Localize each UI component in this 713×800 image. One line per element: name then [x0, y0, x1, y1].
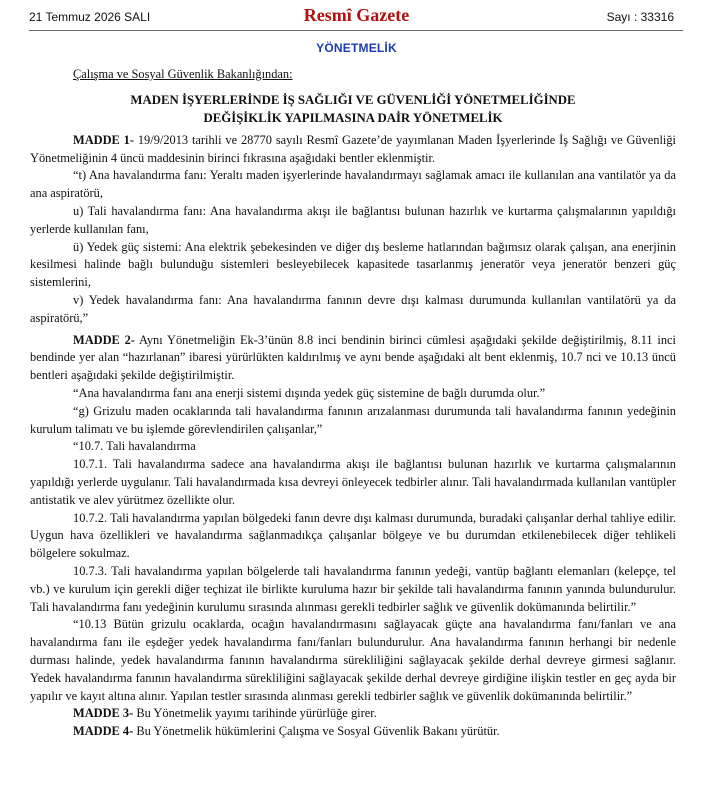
article-1-label: MADDE 1-: [73, 132, 134, 147]
article-1: [30, 132, 676, 168]
regulation-title-line-2: DEĞİŞİKLİK YAPILMASINA DAİR YÖNETMELİK: [203, 110, 503, 125]
article-3-label: MADDE 3-: [73, 706, 134, 721]
article-3: [30, 705, 676, 723]
article-1-clause-ue: ü) Yedek güç sistemi: Ana elektrik şebekesinden ve diğer dış besleme hatlarından bağımsız olarak çalışan, ana enerjinin kesilmesi halinde bağlı bulunduğu sistemleri besleyebilecek kapasitede tasarlanmış jeneratör veya jeneratör benzeri güç sistemlerini,: [30, 239, 676, 290]
article-2-paragraph: 10.7.3. Tali havalandırma yapılan bölgelerde tali havalandırma fanının yedeği, vantüp bağlantı elemanları (kelepçe, tel vb.) ve kurulum için gerekli diğer teçhizat ile birlikte kuruluma hazır bir şekilde tali havalandırma fanının yanında bulundurulur. Tali havalandırma fanı yedeğinin kurulumu sırasında alınması gerekli tedbirler sağlık ve güvenlik dokümanında belirtilir.”: [30, 563, 676, 614]
regulation-title: [30, 91, 676, 127]
article-2-text: Aynı Yönetmeliğin Ek-3’ünün 8.8 inci bendinin birinci cümlesi aşağıdaki şekilde değiştirilmiş, 8.11 inci bendinde yer alan “hazırlanan” ibaresi yürürlükten kaldırılmış ve aynı bende aşağıdaki alt bent eklenmiş, 10.7 nci ve 10.13 üncü bentleri aşağıdaki şekilde değiştirilmiştir.: [30, 332, 677, 383]
article-2-paragraph: 10.7.2. Tali havalandırma yapılan bölgedeki fanın devre dışı kalması durumunda, buradaki çalışanlar derhal tahliye edilir. Uygun hava özellikleri ve havalandırma sağlanmadıkça çalışanlar bölgeye ve bu durumdan etkilenebilecek diğer tehlikeli bölgelere sokulmaz.: [30, 510, 676, 561]
article-4: [30, 723, 676, 741]
article-1-clause-u: u) Tali havalandırma fanı: Ana havalandırma akışı ile bağlantısı bulunan hazırlık ve kurtarma çalışmalarının yapıldığı yerlerde kullanılan fanı,: [30, 203, 676, 236]
article-2-label: MADDE 2-: [73, 332, 135, 347]
article-2-paragraph: “10.13 Bütün grizulu ocaklarda, ocağın havalandırmasını sağlayacak güçte ana havalandırma fanı/fanları ve ana havalandırma fanı ile eşdeğer yedek havalandırma fanı/fanları bulundurulur. Ana havalandırma fanının herhangi bir nedenle durması halinde, yedek havalandırma fanının havalandırma sürekliliğini sağlayacak şekilde derhal devreye girmesi sağlanır. Yedek havalandırma fanının havalandırma sürekliliğini sağlayacak şekilde derhal devreye girdiğine ilişkin testler en geç ayda bir yapılır ve kayıt altına alınır. Yapılan testler sırasında alınması gerekli tedbirler sağlık ve güvenlik dokümanında belirtilir.”: [30, 617, 676, 703]
regulation-title-line-1: MADEN İŞYERLERİNDE İŞ SAĞLIĞI VE GÜVENLİĞİ YÖNETMELİĞİNDE: [130, 92, 576, 107]
article-1-clause-t: “t) Ana havalandırma fanı: Yeraltı maden işyerlerinde havalandırmayı sağlamak amacı ile kullanılan ana vantilatör ya da ana aspiratörü,: [30, 168, 676, 201]
article-3-text: Bu Yönetmelik yayımı tarihinde yürürlüğe girer.: [133, 706, 377, 721]
article-4-text: Bu Yönetmelik hükümlerini Çalışma ve Sosyal Güvenlik Bakanı yürütür.: [133, 724, 500, 739]
article-1-text: 19/9/2013 tarihli ve 28770 sayılı Resmî Gazete’de yayımlanan Maden İşyerlerinde İş Sağlığı ve Güvenliği Yönetmeliğinin 4 üncü maddesinin birinci fıkrasına aşağıdaki bentler eklenmiştir.: [30, 132, 676, 165]
article-4-label: MADDE 4-: [73, 724, 134, 739]
issue-date: 21 Temmuz 2026 SALI: [29, 10, 151, 24]
document-body: [30, 66, 676, 741]
article-2: [30, 332, 676, 385]
article-2-paragraph: “Ana havalandırma fanı ana enerji sistemi dışında yedek güç sistemine de bağlı durumda olur.”: [73, 385, 546, 400]
issue-number: Sayı : 33316: [606, 10, 674, 24]
article-2-paragraph: 10.7.1. Tali havalandırma sadece ana havalandırma akışı ile bağlantısı bulunan hazırlık ve kurtarma çalışmalarının yapıldığı yerlerde uygulanır. Tali havalandırmada kısa devreyi önleyecek tedbirler alınır. Tali havalandırmada kullanılan vantüpler antistatik ve alev yürütmez özellikte olur.: [30, 457, 676, 507]
article-1-clause-v: v) Yedek havalandırma fanı: Ana havalandırma fanının devre dışı kalması durumunda kullanılan vantilatörü ya da aspiratörü,”: [30, 292, 676, 325]
gazette-title: Resmî Gazete: [303, 5, 410, 25]
section-heading: YÖNETMELİK: [316, 41, 397, 55]
ministry-line: Çalışma ve Sosyal Güvenlik Bakanlığından:: [73, 67, 293, 81]
gazette-header: [0, 0, 713, 34]
article-2-paragraph: “g) Grizulu maden ocaklarında tali havalandırma fanının arızalanması durumunda tali havalandırma fanının yedeğinin kurulum talimatı ve bu işlemde görevlendirilen çalışanlar,”: [30, 403, 676, 436]
header-divider: [29, 30, 683, 31]
article-2-paragraph: “10.7. Tali havalandırma: [73, 439, 196, 454]
